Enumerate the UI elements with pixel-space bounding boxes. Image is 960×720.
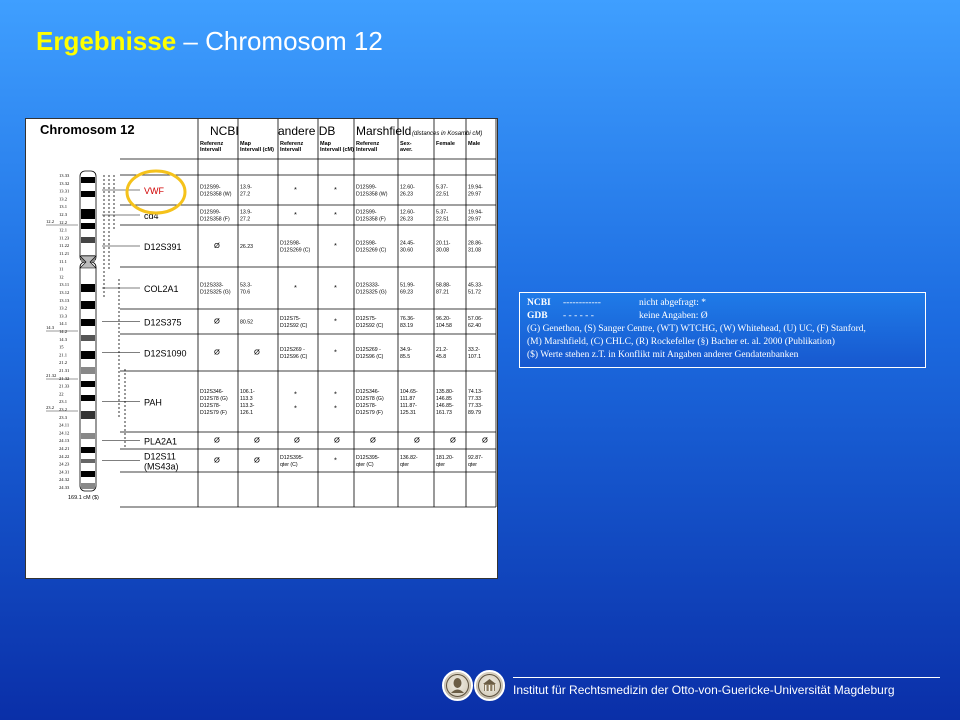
table-cell: D12S98-	[280, 240, 301, 247]
table-cell: *	[334, 241, 337, 250]
table-cell: *	[294, 185, 297, 194]
table-cell: 19.94-	[468, 209, 483, 216]
table-cell: 161.73	[436, 410, 452, 416]
gene-name: D12S11	[144, 451, 176, 462]
table-cell: *	[334, 403, 337, 413]
legend-key: NCBI	[527, 298, 551, 308]
gene-name: VWF	[144, 186, 164, 196]
table-cell: qter (C)	[280, 462, 298, 468]
gene-name: PLA2A1	[144, 436, 178, 447]
table-cell: 146.85-	[436, 403, 454, 409]
band-label: 24.31	[59, 469, 70, 475]
table-cell: Ø	[482, 435, 488, 445]
band-label: 12.3	[59, 212, 68, 217]
table-cell: *	[294, 403, 297, 413]
table-cell: D12S346-	[356, 389, 380, 395]
table-cell: D12S99-	[356, 209, 377, 216]
table-cell: 20.11-	[436, 240, 451, 247]
table-cell: 31.08	[468, 247, 481, 254]
band-label: 11	[59, 266, 64, 272]
table-cell: 104.65-	[400, 389, 418, 395]
slide-title-main: Ergebnisse	[36, 26, 177, 56]
band-label: 12.2	[59, 219, 68, 225]
band-label: 23.3	[59, 414, 68, 420]
table-cell: D12S79 (F)	[356, 410, 383, 416]
table-cell: 22.51	[436, 216, 449, 223]
gene-name: D12S391	[144, 242, 182, 252]
col-header: Intervall	[356, 147, 378, 153]
table-cell: Ø	[414, 435, 420, 445]
table-cell: D12S333-	[356, 282, 380, 289]
footer-institute: Institut für Rechtsmedizin der Otto-von-Guericke-Universität Magdeburg	[513, 683, 895, 697]
legend-line-ncbi	[527, 297, 918, 310]
band-label: 24.21	[59, 446, 70, 451]
band-label: 12	[59, 274, 64, 280]
table-cell: *	[334, 455, 337, 465]
band-side-label: 12.2	[46, 219, 55, 224]
table-cell: 26.23	[240, 244, 253, 250]
band-label: 23.1	[59, 399, 68, 405]
table-cell: D12S99-	[200, 184, 221, 191]
table-cell: D12S78-	[356, 403, 377, 409]
band-label: 11.1	[59, 258, 67, 264]
table-cell: 83.19	[400, 323, 413, 329]
band-label: 13.32	[59, 180, 70, 186]
chromosome-band	[81, 177, 95, 183]
table-cell: *	[294, 210, 297, 219]
table-cell: D12S346-	[200, 389, 224, 395]
chromosome-band	[81, 191, 95, 197]
table-cell: qter	[436, 462, 445, 468]
table-cell: 89.79	[468, 410, 481, 416]
table-cell: 92.87-	[468, 455, 483, 461]
gene-name: COL2A1	[144, 284, 179, 294]
table-cell: Ø	[214, 347, 220, 357]
chromosome-q-arm	[80, 262, 96, 491]
chromosome-band	[81, 319, 95, 326]
chromosome-figure	[25, 118, 498, 579]
band-label: 13.3	[59, 313, 68, 319]
table-cell: Ø	[214, 316, 220, 326]
chromosome-band	[81, 209, 95, 219]
table-cell: D12S78 (G)	[200, 396, 228, 402]
band-label: 13.31	[59, 188, 70, 194]
band-label: 11.21	[59, 251, 70, 256]
table-cell: Ø	[294, 435, 300, 445]
table-cell: D12S269 (C)	[356, 247, 387, 254]
table-cell: 45.8	[436, 354, 447, 360]
table-cell: D12S78-	[200, 403, 221, 409]
col-header: Intervall (cM)	[240, 147, 274, 153]
table-cell: D12S358 (F)	[356, 216, 386, 223]
chromosome-band	[81, 223, 95, 229]
table-cell: D12S333-	[200, 282, 224, 289]
table-cell: 77.33-	[468, 403, 483, 409]
col-header: Map	[320, 141, 331, 147]
chromosome-band	[81, 459, 95, 463]
table-cell: 96.20-	[436, 316, 451, 322]
col-group-andere: andere DB	[278, 124, 336, 138]
legend-sources-1: (G) Genethon, (S) Sanger Centre, (WT) WTCHG, (W) Whitehead, (U) UC, (F) Stanford,	[527, 324, 866, 334]
table-cell: 28.86-	[468, 240, 483, 247]
band-label: 13.2	[59, 305, 68, 311]
chromosome-band	[81, 411, 95, 419]
table-cell: 34.9-	[400, 347, 412, 353]
band-label: 15	[59, 344, 64, 350]
table-cell: 181.20-	[436, 455, 454, 461]
table-cell: Ø	[450, 435, 456, 445]
table-cell: 30.08	[436, 247, 449, 254]
table-cell: 5.37-	[436, 209, 448, 216]
table-cell: 125.31	[400, 410, 416, 416]
col-header: aver.	[400, 147, 413, 153]
table-cell: 12.60-	[400, 184, 415, 191]
band-label: 14.3	[59, 336, 68, 342]
table-cell: 12.60-	[400, 209, 415, 216]
institute-seal-icon	[474, 670, 505, 701]
band-label: 13.33	[59, 173, 70, 178]
table-cell: 26.23	[400, 216, 413, 223]
table-cell: 106.1-	[240, 389, 255, 395]
table-cell: Ø	[254, 435, 260, 445]
col-header: Female	[436, 141, 455, 147]
table-cell: D12S75-	[356, 316, 377, 322]
table-cell: 76.36-	[400, 316, 415, 322]
table-cell: D12S358 (W)	[356, 191, 388, 198]
band-label: 21.33	[59, 383, 70, 389]
col-header: Referenz	[356, 141, 380, 147]
table-cell: D12S96 (C)	[356, 354, 384, 360]
band-label: 24.23	[59, 461, 70, 467]
table-cell: 19.94-	[468, 184, 483, 191]
chromosome-band	[81, 351, 95, 359]
table-cell: 29.97	[468, 216, 481, 223]
band-label: 24.13	[59, 438, 70, 444]
table-cell: D12S98-	[356, 240, 377, 247]
gene-name: cd4	[144, 211, 159, 221]
table-cell: 146.85	[436, 396, 452, 402]
band-label: 13.1	[59, 204, 68, 210]
table-cell: 27.2	[240, 191, 251, 198]
col-header: Male	[468, 141, 481, 147]
gene-name: D12S1090	[144, 348, 187, 359]
table-cell: 26.23	[400, 191, 413, 198]
table-cell: Ø	[254, 347, 260, 357]
table-cell: 13.9-	[240, 209, 252, 216]
chromosome-band	[81, 301, 95, 309]
table-cell: 45.33-	[468, 282, 483, 289]
table-cell: D12S395-	[280, 455, 304, 461]
table-cell: D12S92 (C)	[356, 323, 384, 329]
table-cell: Ø	[214, 435, 220, 445]
legend-sources-2: (M) Marshfield, (C) CHLC, (R) Rockefeller (§) Bacher et. al. 2000 (Publikation)	[527, 337, 835, 347]
table-cell: *	[334, 210, 337, 219]
band-label: 21.1	[59, 352, 68, 358]
table-cell: 80.52	[240, 319, 253, 326]
footer-divider	[513, 677, 940, 678]
chromosome-band	[81, 381, 95, 387]
table-cell: 113.3	[240, 396, 253, 402]
table-cell: 62.40	[468, 323, 481, 329]
legend-note: ($) Werte stehen z.T. in Konflikt mit Angaben anderer Gendatenbanken	[527, 350, 799, 360]
table-cell: 111.87-	[400, 403, 417, 409]
col-group-kosambi: (distances in Kosambi cM)	[412, 131, 483, 137]
table-cell: 22.51	[436, 191, 449, 198]
table-cell: 87.21	[436, 289, 449, 296]
table-cell: Ø	[214, 241, 220, 250]
table-cell: D12S358 (W)	[200, 191, 232, 198]
legend-text: nicht abgefragt: *	[639, 298, 707, 308]
table-cell: 13.9-	[240, 184, 252, 191]
table-cell: 126.1	[240, 410, 253, 416]
table-cell: qter	[400, 462, 409, 468]
figure-heading: Chromosom 12	[40, 122, 135, 137]
table-cell: 74.13-	[468, 389, 483, 395]
band-label: 13.12	[59, 290, 70, 295]
chromosome-band	[81, 395, 95, 401]
table-cell: 21.2-	[436, 347, 448, 353]
band-side-label: 21.32	[46, 373, 57, 378]
band-label: 14.2	[59, 329, 68, 334]
table-cell: 135.80-	[436, 389, 454, 395]
table-cell: 70.6	[240, 289, 251, 296]
chromosome-band	[81, 284, 95, 292]
band-label: 24.12	[59, 430, 70, 436]
table-cell: 113.3-	[240, 403, 255, 409]
table-cell: *	[334, 316, 337, 326]
chromosome-band	[81, 237, 95, 243]
legend-dash: ------------	[563, 298, 601, 308]
table-cell: 29.97	[468, 191, 481, 198]
chromosome-table-svg	[26, 119, 499, 580]
band-label: 21.31	[59, 368, 70, 373]
band-label: 21.2	[59, 360, 68, 366]
col-header: Intervall (cM)	[320, 147, 354, 153]
table-cell: *	[334, 283, 337, 292]
col-group-marshfield: Marshfield	[356, 124, 412, 138]
gene-name: (MS43a)	[144, 461, 179, 472]
table-cell: *	[294, 283, 297, 292]
table-cell: qter	[468, 462, 477, 468]
table-cell: 24.45-	[400, 240, 415, 247]
table-cell: 5.37-	[436, 184, 448, 191]
legend-line-gdb	[527, 310, 918, 323]
table-cell: D12S395-	[356, 455, 380, 461]
table-cell: D12S99-	[356, 184, 377, 191]
table-cell: Ø	[254, 455, 260, 465]
university-seal-icon	[442, 670, 473, 701]
band-label: 14.1	[59, 321, 68, 327]
chromosome-band	[81, 335, 95, 341]
chromosome-total: 169.1 cM ($)	[68, 495, 99, 501]
table-cell: 107.1	[468, 354, 481, 360]
chromosome-band	[81, 433, 95, 439]
col-header: Intervall	[200, 147, 222, 153]
table-cell: D12S79 (F)	[200, 410, 227, 416]
table-cell: D12S75-	[280, 316, 301, 322]
table-cell: D12S325 (G)	[200, 289, 231, 296]
table-cell: D12S269 -	[356, 347, 381, 353]
slide-title-rest: – Chromosom 12	[176, 26, 383, 56]
band-side-label: 23.2	[46, 405, 55, 410]
table-cell: 30.60	[400, 247, 413, 254]
table-cell: 111.87	[400, 396, 416, 402]
table-cell: D12S269 -	[280, 347, 305, 353]
table-cell: 58.88-	[436, 282, 451, 289]
table-cell: D12S78 (G)	[356, 396, 384, 402]
table-cell: 27.2	[240, 216, 251, 223]
col-header: Referenz	[200, 141, 224, 147]
legend-dash: - - - - - -	[563, 311, 594, 321]
legend-box	[519, 292, 926, 368]
legend-key: GDB	[527, 311, 548, 321]
col-header: Intervall	[280, 147, 302, 153]
band-label: 24.32	[59, 477, 70, 483]
table-cell: D12S358 (F)	[200, 216, 230, 223]
table-cell: *	[334, 389, 337, 399]
slide-title	[36, 26, 383, 57]
band-label: 11.22	[59, 243, 70, 249]
legend-text: keine Angaben: Ø	[639, 311, 708, 321]
table-cell: Ø	[370, 435, 376, 445]
chromosome-band	[81, 471, 95, 477]
table-cell: 85.5	[400, 354, 411, 360]
band-label: 24.22	[59, 453, 70, 459]
gene-name: PAH	[144, 397, 162, 408]
table-cell: 51.99-	[400, 282, 415, 289]
band-label: 11.23	[59, 235, 70, 241]
table-cell: D12S269 (C)	[280, 247, 311, 254]
col-header: Map	[240, 141, 251, 147]
col-header: Referenz	[280, 141, 304, 147]
table-cell: 33.2-	[468, 347, 480, 353]
table-cell: 53.3-	[240, 282, 252, 289]
table-cell: D12S96 (C)	[280, 354, 308, 360]
table-cell: 77.33	[468, 396, 481, 402]
band-label: 22	[59, 391, 64, 397]
gene-name: D12S375	[144, 317, 182, 328]
col-header: Sex-	[400, 141, 412, 147]
table-cell: D12S325 (G)	[356, 289, 387, 296]
band-side-label: 14.3	[46, 325, 55, 330]
table-cell: Ø	[214, 455, 220, 465]
table-cell: Ø	[334, 435, 340, 445]
table-cell: D12S99-	[200, 209, 221, 216]
chromosome-band	[81, 447, 95, 453]
table-cell: *	[334, 347, 337, 357]
band-label: 21.32	[59, 375, 70, 381]
band-label: 24.33	[59, 485, 70, 490]
chromosome-band	[81, 483, 95, 489]
band-label: 13.2	[59, 196, 68, 202]
table-cell: *	[334, 185, 337, 194]
chromosome-band	[81, 367, 95, 374]
band-label: 12.1	[59, 227, 68, 233]
band-label: 13.11	[59, 282, 70, 288]
table-cell: 51.72	[468, 289, 481, 296]
table-cell: *	[294, 389, 297, 399]
table-cell: qter (C)	[356, 462, 374, 468]
col-group-ncbi: NCBI	[210, 124, 239, 138]
table-cell: 57.06-	[468, 316, 483, 322]
band-label: 24.11	[59, 422, 70, 428]
band-label: 13.13	[59, 297, 70, 303]
table-cell: 136.82-	[400, 455, 418, 461]
band-label: 23.2	[59, 407, 68, 412]
table-cell: D12S92 (C)	[280, 323, 308, 329]
table-cell: 104.58	[436, 323, 452, 329]
table-cell: 69.23	[400, 289, 413, 296]
